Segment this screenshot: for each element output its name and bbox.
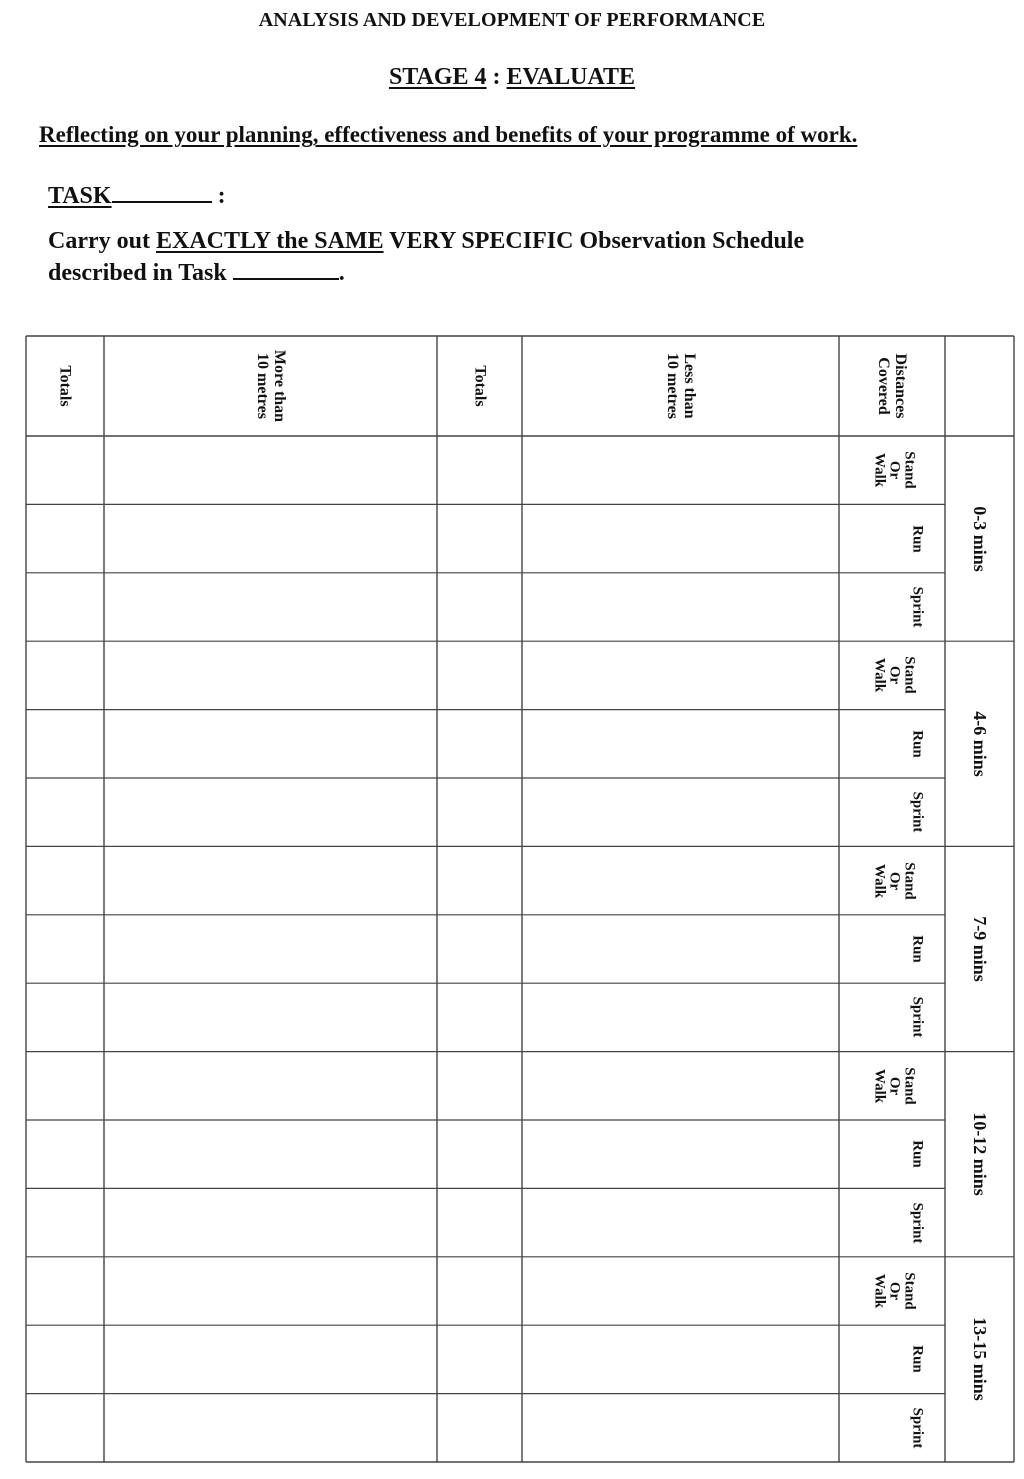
entry-cell[interactable] — [27, 711, 103, 777]
header-totals-right: Totals — [56, 365, 74, 407]
header-more-than-10m: More than 10 metres — [253, 349, 288, 423]
stage-label: STAGE 4 — [388, 64, 487, 90]
entry-cell[interactable] — [523, 505, 838, 571]
entry-cell[interactable] — [438, 1053, 521, 1119]
instruction-rest: VERY SPECIFIC Observation Schedule — [383, 228, 805, 254]
entry-cell[interactable] — [105, 642, 436, 708]
entry-cell[interactable] — [438, 916, 521, 982]
instruction-line2: described in Task — [48, 260, 227, 286]
entry-cell[interactable] — [523, 1121, 838, 1187]
entry-cell[interactable] — [105, 1326, 436, 1392]
stage-separator: : — [486, 64, 507, 90]
entry-cell[interactable] — [438, 1258, 521, 1324]
entry-cell[interactable] — [523, 1326, 838, 1392]
activity-label: Stand Or Walk — [871, 451, 918, 489]
activity-label: Run — [909, 524, 926, 553]
entry-cell[interactable] — [523, 1053, 838, 1119]
entry-cell[interactable] — [27, 779, 103, 845]
entry-cell[interactable] — [105, 1258, 436, 1324]
entry-cell[interactable] — [523, 437, 838, 503]
activity-label: Stand Or Walk — [871, 656, 918, 695]
entry-cell[interactable] — [523, 984, 838, 1050]
entry-cell[interactable] — [438, 847, 521, 913]
task-reference-blank[interactable] — [233, 258, 339, 280]
entry-cell[interactable] — [438, 1326, 521, 1392]
entry-cell[interactable] — [438, 1189, 521, 1255]
entry-cell[interactable] — [27, 1395, 103, 1461]
activity-label: Sprint — [909, 1407, 926, 1449]
period-label: 13-15 mins — [969, 1317, 990, 1402]
entry-cell[interactable] — [27, 437, 103, 503]
entry-cell[interactable] — [523, 642, 838, 708]
instruction-carry-out: Carry out — [48, 228, 156, 254]
entry-cell[interactable] — [438, 574, 521, 640]
entry-cell[interactable] — [105, 437, 436, 503]
instruction-text — [48, 225, 948, 289]
header-totals-left: Totals — [471, 365, 488, 407]
entry-cell[interactable] — [438, 642, 521, 708]
entry-cell[interactable] — [523, 916, 838, 982]
entry-cell[interactable] — [105, 1053, 436, 1119]
task-line — [48, 179, 226, 210]
task-label: TASK — [48, 183, 112, 209]
activity-label: Run — [909, 1140, 926, 1168]
entry-cell[interactable] — [105, 1395, 436, 1461]
entry-cell[interactable] — [523, 1189, 838, 1255]
activity-label: Run — [909, 1345, 926, 1374]
task-number-blank[interactable] — [112, 179, 212, 203]
entry-cell[interactable] — [27, 847, 103, 913]
activity-label: Run — [909, 935, 926, 963]
activity-label: Sprint — [909, 586, 926, 628]
header-distances-covered: Distances Covered — [875, 353, 909, 419]
document-title: ANALYSIS AND DEVELOPMENT OF PERFORMANCE — [258, 9, 766, 31]
entry-cell[interactable] — [438, 1395, 521, 1461]
activity-label: Run — [909, 730, 926, 758]
period-label: 10-12 mins — [969, 1112, 990, 1196]
stage-name: EVALUATE — [506, 64, 636, 90]
entry-cell[interactable] — [438, 711, 521, 777]
period-label: 4-6 mins — [969, 711, 990, 777]
activity-label: Sprint — [909, 996, 926, 1038]
entry-cell[interactable] — [105, 1189, 436, 1255]
entry-cell[interactable] — [105, 1121, 436, 1187]
entry-cell[interactable] — [27, 642, 103, 708]
entry-cell[interactable] — [27, 1189, 103, 1255]
entry-cell[interactable] — [438, 437, 521, 503]
reflect-heading: Reflecting on your planning, effectiveness and benefits of your programme of work. — [39, 122, 858, 147]
task-colon: : — [217, 183, 226, 209]
activity-label: Stand Or Walk — [871, 1272, 918, 1310]
entry-cell[interactable] — [105, 916, 436, 982]
instruction-end: . — [338, 260, 345, 286]
entry-cell[interactable] — [27, 1053, 103, 1119]
stage-heading — [0, 64, 1024, 91]
activity-label: Stand Or Walk — [871, 861, 918, 900]
entry-cell[interactable] — [27, 505, 103, 571]
entry-cell[interactable] — [105, 574, 436, 640]
entry-cell[interactable] — [523, 847, 838, 913]
entry-cell[interactable] — [105, 505, 436, 571]
entry-cell[interactable] — [27, 1326, 103, 1392]
period-label: 0-3 mins — [969, 505, 990, 572]
entry-cell[interactable] — [27, 916, 103, 982]
entry-cell[interactable] — [523, 779, 838, 845]
entry-cell[interactable] — [105, 984, 436, 1050]
entry-cell[interactable] — [27, 1258, 103, 1324]
entry-cell[interactable] — [523, 1258, 838, 1324]
entry-cell[interactable] — [105, 847, 436, 913]
entry-cell[interactable] — [438, 779, 521, 845]
entry-cell[interactable] — [438, 505, 521, 571]
activity-label: Sprint — [909, 791, 926, 833]
instruction-emphasis: EXACTLY the SAME — [155, 228, 384, 254]
entry-cell[interactable] — [523, 574, 838, 640]
entry-cell[interactable] — [438, 984, 521, 1050]
activity-label: Stand Or Walk — [871, 1067, 918, 1105]
period-label: 7-9 mins — [969, 916, 990, 982]
entry-cell[interactable] — [438, 1121, 521, 1187]
entry-cell[interactable] — [523, 1395, 838, 1461]
activity-label: Sprint — [909, 1202, 926, 1244]
entry-cell[interactable] — [27, 1121, 103, 1187]
entry-cell[interactable] — [27, 984, 103, 1050]
header-less-than-10m: Less than 10 metres — [663, 353, 698, 419]
entry-cell[interactable] — [105, 711, 436, 777]
entry-cell[interactable] — [523, 711, 838, 777]
entry-cell[interactable] — [105, 779, 436, 845]
entry-cell[interactable] — [27, 574, 103, 640]
